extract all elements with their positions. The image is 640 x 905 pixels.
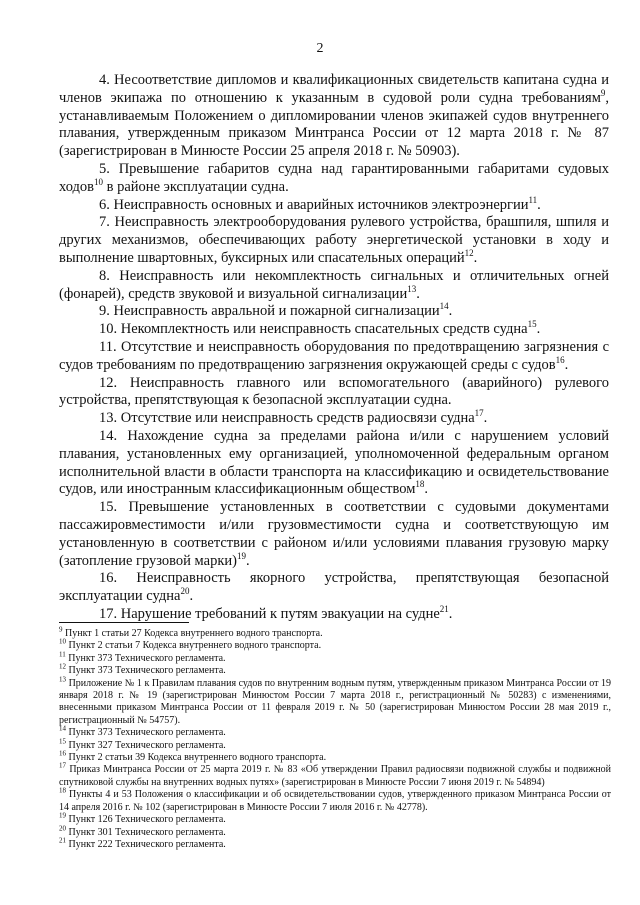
- paragraph: 5. Превышение габаритов судна над гарантированными габаритами судовых ходов$^{10}$ в районе эксплуатации судна.: [59, 160, 609, 195]
- footnote: $^{17}$ Приказ Минтранса России от 25 марта 2019 г. № 83 «Об утверждении Правил радиосвязи подвижной службы и подвижной спутниковой службы на внутренних водных путях» (зарегистрирован в Минюсте России 7 июня 2019 г. № 54894): [59, 762, 611, 788]
- footnotes: [59, 625, 612, 851]
- page-number: 2: [316, 41, 324, 56]
- footnote: $^{11}$ Пункт 373 Технического регламента.: [59, 650, 226, 664]
- paragraph: 10. Некомплектность или неисправность спасательных средств судна$^{15}$.: [99, 319, 541, 338]
- paragraph: 7. Неисправность электрооборудования рулевого устройства, брашпиля, шпиля и других механизмов, обеспечивающих работу энергетической установки в ходу и выполнение швартовных, буксирных или спасательных операций$^{12}$.: [59, 214, 609, 266]
- footnote: $^{21}$ Пункт 222 Технического регламента.: [59, 836, 226, 850]
- footnote: $^{15}$ Пункт 327 Технического регламента.: [59, 737, 226, 751]
- footnote: $^9$ Пункт 1 статьи 27 Кодекса внутреннего водного транспорта.: [59, 625, 323, 639]
- paragraph: 16. Неисправность якорного устройства, препятствующая безопасной эксплуатации судна$^{20}$.: [59, 570, 609, 605]
- footnote-ref: 17: [474, 408, 484, 419]
- paragraph: 12. Неисправность главного или вспомогательного (аварийного) рулевого устройства, препятствующая к безопасной эксплуатации судна.: [59, 374, 609, 409]
- paragraph: 15. Превышение установленных в соответствии с судовыми документами пассажировместимости и/или грузовместимости судна и соответствующую им установленную в соответствии с районом и/или условиями плавания грузовую марку (затопление грузовой марки)$^{19}$.: [59, 499, 609, 569]
- paragraph: 14. Нахождение судна за пределами района и/или с нарушением условий плавания, установленных ему организацией, уполномоченной федеральным органом исполнительной власти в области транспорта на классификацию и освидетельствование судов, или иностранным классификационным обществом$^{18}$.: [59, 427, 609, 498]
- footnote-ref: 15: [527, 319, 537, 330]
- footnote: $^{20}$ Пункт 301 Технического регламента.: [59, 824, 226, 838]
- body-text: [59, 72, 609, 624]
- paragraph: 8. Неисправность или некомплектность сигнальных и отличительных огней (фонарей), средств звуковой и визуальной сигнализации$^{13}$.: [59, 267, 609, 302]
- footnote: $^{18}$ Пункты 4 и 53 Положения о классификации и об освидетельствовании судов, утвержденного приказом Минтранса России от 14 апреля 2016 г. № 102 (зарегистрирован в Минюсте России 7 июля 2016 г. № 42778).: [59, 786, 611, 813]
- paragraph: 6. Неисправность основных и аварийных источников электроэнергии$^{11}$.: [99, 194, 541, 213]
- footnote-ref: 10: [94, 176, 104, 187]
- footnote: $^{12}$ Пункт 373 Технического регламента.: [59, 662, 226, 677]
- footnote-ref: 16: [555, 354, 565, 365]
- paragraph: 13. Отсутствие или неисправность средств радиосвязи судна$^{17}$.: [99, 408, 488, 427]
- footnote-ref: 14: [439, 301, 449, 312]
- footnote: $^{14}$ Пункт 373 Технического регламента.: [59, 724, 226, 739]
- paragraph: 11. Отсутствие и неисправность оборудования по предотвращению загрязнения с судов требованиям по предотвращению загрязнения окружающей среды с судов$^{16}$.: [59, 338, 609, 373]
- footnote: $^{19}$ Пункт 126 Технического регламента.: [59, 811, 226, 826]
- footnote: $^{13}$ Приложение № 1 к Правилам плавания судов по внутренним водным путям, утвержденным приказом Минтранса России от 19 января 2018 г. № 19 (зарегистрирован Минюстом России 7 марта 2018 г., регистрационный № 50283) с изменениями, внесенными приказом Минтранса России от 11 февраля 2019 г. № 50 (зарегистрирован Минюстом России 28 мая 2019 г., регистрационный № 54757).: [59, 675, 612, 726]
- footnote-ref: 21: [439, 604, 449, 615]
- footnote: $^{16}$ Пункт 2 статьи 39 Кодекса внутреннего водного транспорта.: [59, 749, 327, 764]
- footnote-divider: [59, 622, 189, 623]
- footnote-ref: 18: [415, 479, 425, 490]
- footnote: $^{10}$ Пункт 2 статьи 7 Кодекса внутреннего водного транспорта.: [59, 638, 322, 652]
- footnote-ref: 20: [180, 586, 190, 597]
- footnote-ref: 12: [464, 248, 474, 259]
- paragraph: 9. Неисправность авральной и пожарной сигнализации$^{14}$.: [99, 301, 453, 320]
- footnote-ref: 19: [236, 550, 246, 561]
- paragraph: 4. Несоответствие дипломов и квалификационных свидетельств капитана судна и членов экипажа по отношению к указанным в судовой роли судна требованиям$^9$, устанавливаемым Положением о дипломировании членов экипажей судов внутреннего плавания, утвержденным приказом Минтранса России от 12 марта 2018 г. № 87 (зарегистрирован в Минюсте России 25 апреля 2018 г. № 50903).: [59, 72, 609, 160]
- footnote-ref: 9: [600, 87, 606, 98]
- paragraph: 17. Нарушение требований к путям эвакуации на судне$^{21}$.: [99, 604, 453, 622]
- footnote-ref: 13: [407, 283, 417, 294]
- footnote-ref: 11: [528, 194, 538, 205]
